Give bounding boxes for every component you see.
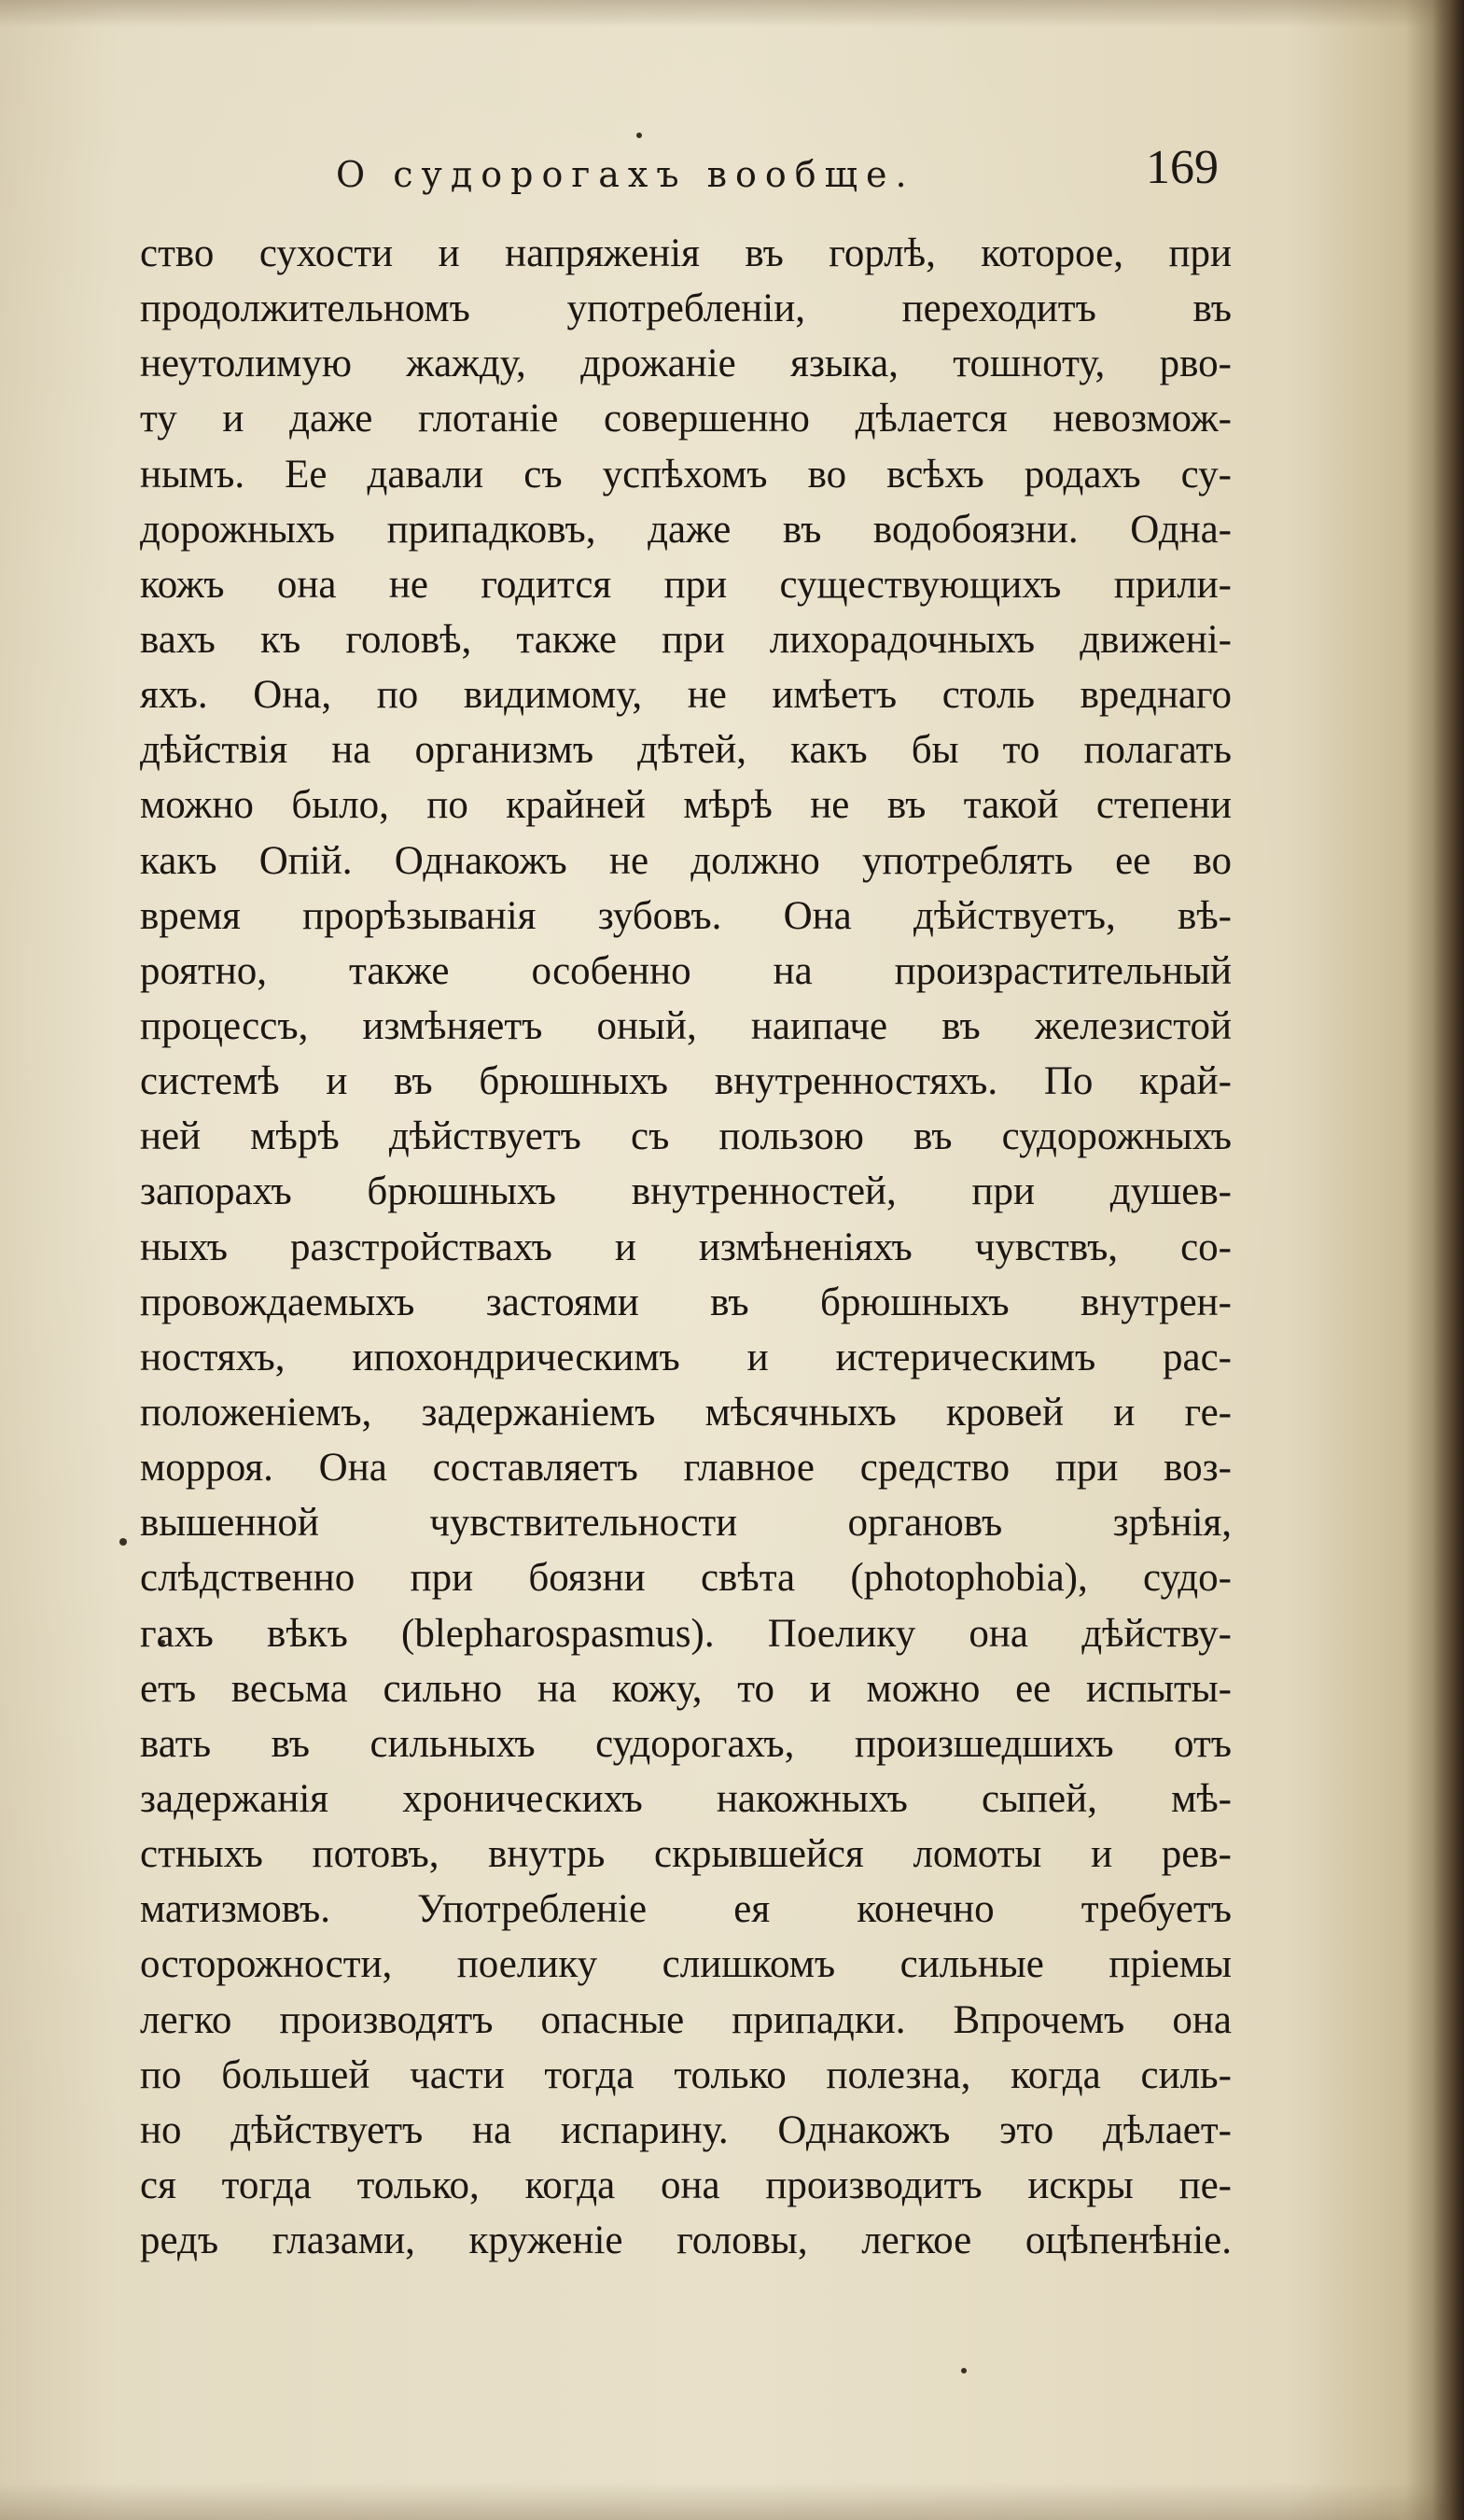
page-top-shading bbox=[0, 0, 1464, 28]
text-line: дорожныхъ припадковъ, даже въ водобоязни. Одна- bbox=[140, 507, 1232, 552]
text-line: процессъ, измѣняетъ оный, наипаче въ железистой bbox=[140, 1003, 1232, 1048]
text-line: провождаемыхъ застоями въ брюшныхъ внутрен- bbox=[140, 1280, 1232, 1324]
text-line: яхъ. Она, по видимому, не имѣетъ столь вреднаго bbox=[140, 673, 1232, 718]
text-line: ныхъ разстройствахъ и измѣненіяхъ чувствъ, со- bbox=[140, 1225, 1232, 1269]
page-bottom-shading bbox=[0, 2483, 1464, 2520]
text-line: положеніемъ, задержаніемъ мѣсячныхъ кровей и ге- bbox=[140, 1390, 1232, 1435]
text-line: морроя. Она составляетъ главное средство при воз- bbox=[140, 1446, 1232, 1491]
text-line: слѣдственно при боязни свѣта (photophobia), судо- bbox=[140, 1556, 1232, 1601]
text-line: но дѣйствуетъ на испарину. Однакожъ это дѣлает- bbox=[140, 2107, 1232, 2152]
text-line: ностяхъ, ипохондрическимъ и истерическимъ рас- bbox=[140, 1335, 1232, 1379]
text-line: вахъ къ головѣ, также при лихорадочныхъ движені- bbox=[140, 617, 1232, 662]
ink-speck bbox=[119, 1538, 127, 1546]
text-line: ту и даже глотаніе совершенно дѣлается невозмож- bbox=[140, 397, 1232, 441]
text-line: роятно, также особенно на произрастительный bbox=[140, 948, 1232, 993]
text-line: по большей части тогда только полезна, когда силь- bbox=[140, 2052, 1232, 2097]
text-line: ся тогда только, когда она производитъ искры пе- bbox=[140, 2163, 1232, 2207]
text-line: гахъ вѣкъ (blepharospasmus). Поелику она дѣйству- bbox=[140, 1611, 1232, 1656]
text-line: легко производятъ опасные припадки. Впрочемъ она bbox=[140, 1997, 1232, 2042]
text-line: можно было, по крайней мѣрѣ не въ такой степени bbox=[140, 783, 1232, 828]
text-line: неутолимую жажду, дрожаніе языка, тошноту, рво- bbox=[140, 342, 1232, 386]
text-line: редъ глазами, круженіе головы, легкое оцѣпенѣніе. bbox=[140, 2219, 1232, 2263]
text-line: вать въ сильныхъ судорогахъ, произшедшихъ отъ bbox=[140, 1721, 1232, 1766]
text-line: ней мѣрѣ дѣйствуетъ съ пользою въ судорожныхъ bbox=[140, 1114, 1232, 1159]
text-line: кожъ она не годится при существующихъ прили- bbox=[140, 562, 1232, 607]
book-spine-shadow bbox=[1432, 0, 1464, 2520]
text-line: продолжительномъ употребленіи, переходитъ въ bbox=[140, 287, 1232, 331]
text-line: какъ Опій. Однакожъ не должно употреблять ее во bbox=[140, 838, 1232, 883]
text-line: осторожности, поелику слишкомъ сильные пріемы bbox=[140, 1942, 1232, 1987]
text-line: нымъ. Ее давали съ успѣхомъ во всѣхъ родахъ су- bbox=[140, 452, 1232, 497]
body-text bbox=[140, 226, 1232, 2268]
running-title: О судорогахъ вообще. bbox=[336, 154, 915, 195]
page-number: 169 bbox=[1146, 141, 1219, 194]
text-line: ство сухости и напряженія въ горлѣ, которое, при bbox=[140, 231, 1232, 275]
text-line: дѣйствія на организмъ дѣтей, какъ бы то полагать bbox=[140, 728, 1232, 773]
text-line: запорахъ брюшныхъ внутренностей, при душев- bbox=[140, 1169, 1232, 1214]
text-line: етъ весьма сильно на кожу, то и можно ее испыты- bbox=[140, 1666, 1232, 1711]
text-line: время прорѣзыванія зубовъ. Она дѣйствуетъ, вѣ- bbox=[140, 893, 1232, 938]
ink-speck bbox=[961, 2368, 967, 2373]
text-line: вышенной чувствительности органовъ зрѣнія, bbox=[140, 1501, 1232, 1546]
text-line: системѣ и въ брюшныхъ внутренностяхъ. По край- bbox=[140, 1059, 1232, 1104]
text-line: стныхъ потовъ, внутрь скрывшейся ломоты и рев- bbox=[140, 1832, 1232, 1877]
ink-speck bbox=[636, 133, 642, 138]
text-line: матизмовъ. Употребленіе ея конечно требуетъ bbox=[140, 1887, 1232, 1932]
text-line: задержанія хроническихъ накожныхъ сыпей, мѣ- bbox=[140, 1776, 1232, 1821]
